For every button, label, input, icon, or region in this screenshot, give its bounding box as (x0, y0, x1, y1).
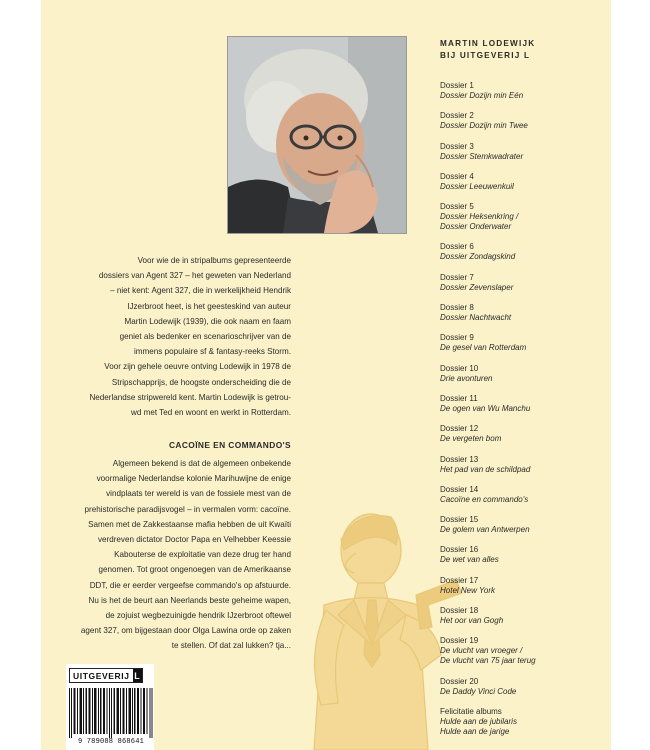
dossier-number: Dossier 14 (440, 484, 479, 494)
dossier-item (440, 273, 610, 293)
synopsis-line: DDT, die er eerder vergeefse commando's op afstuurde. (89, 580, 291, 590)
bio-line: – niet kent: Agent 327, die in werkelijkheid Hendrik (110, 286, 291, 296)
dossier-title: Dossier Stemkwadrater (440, 151, 524, 161)
synopsis-line: Algemeen bekend is dat de algemeen onbekende (112, 459, 291, 468)
dossier-title: De ogen van Wu Manchu (440, 403, 531, 413)
bio-line: IJzerbroot heet, is het geesteskind van auteur (127, 301, 291, 311)
dossier-item (440, 707, 610, 737)
dossier-number: Dossier 11 (440, 393, 478, 403)
dossier-item (440, 142, 610, 162)
publisher-logo-letter: L (134, 670, 140, 681)
dossier-title: Dossier Onderwater (440, 222, 512, 232)
dossier-item (440, 202, 610, 232)
synopsis-heading: CACOÏNE EN COMMANDO'S (168, 440, 291, 450)
dossier-title: Dossier Nachtwacht (440, 313, 512, 323)
synopsis-line: te stellen. Of dat zal lukken? tja... (171, 641, 291, 651)
bio-line: immens populaire sf & fantasy-reeks Storm. (134, 347, 291, 357)
dossier-title: Dossier Zevenslaper (440, 282, 514, 292)
dossier-item (440, 455, 610, 475)
dossier-title: De Daddy Vinci Code (440, 686, 517, 696)
synopsis-line: genomen. Tot groot ongenoegen van de Amerikaanse (98, 565, 291, 575)
dossier-item (440, 333, 610, 353)
dossier-item (440, 545, 610, 565)
dossier-title: De vergeten bom (440, 434, 502, 444)
dossier-title: Drie avonturen (440, 373, 493, 383)
dossier-title: Dossier Zondagskind (440, 252, 516, 262)
dossier-item (440, 242, 610, 262)
author-bio (73, 253, 291, 420)
bio-line: Voor wie de in stripalbums gepresenteerde (137, 256, 291, 265)
dossier-title: Hotel New York (440, 585, 495, 595)
bibliography-heading-line: BIJ UITGEVERIJ L (440, 51, 531, 60)
dossier-number: Dossier 3 (440, 141, 474, 151)
dossier-title: De gesel van Rotterdam (440, 343, 527, 353)
dossier-number: Dossier 20 (440, 676, 479, 686)
synopsis-line: verdreven dictator Doctor Papa en Velhebber Keessie (97, 535, 291, 545)
dossier-number: Dossier 1 (440, 81, 474, 90)
bio-line: dossiers van Agent 327 – het geweten van Nederland (98, 271, 291, 281)
dossier-item (440, 576, 610, 596)
dossier-item (440, 636, 610, 666)
synopsis-line: Samen met de Zakkestaanse mafia hebben de uit Kwaïti (88, 519, 291, 529)
dossier-number: Felicitatie albums (440, 706, 502, 716)
synopsis-line: agent 327, om bijgestaan door Olga Lawina orde op zaken (80, 626, 291, 636)
dossier-number: Dossier 19 (440, 636, 479, 646)
dossier-number: Dossier 6 (440, 242, 474, 252)
synopsis-line: de zojuist wegbezuinigde hendrik IJzerbroot oftewel (105, 611, 291, 621)
bibliography-list (440, 38, 610, 747)
synopsis-line: voormalige Nederlandse kolonie Marihuwijne de enige (96, 474, 291, 484)
synopsis-text (73, 456, 291, 654)
dossier-item (440, 111, 610, 131)
dossier-item (440, 172, 610, 192)
author-portrait-image (228, 37, 406, 233)
dossier-title: Het pad van de schildpad (440, 464, 531, 474)
dossier-title: Dossier Dozijn min Eén (440, 91, 524, 100)
back-cover (41, 0, 611, 750)
dossier-title: De vlucht van vroeger / (440, 646, 523, 656)
dossier-number: Dossier 16 (440, 545, 479, 555)
dossier-item (440, 303, 610, 323)
dossier-title: Hulde aan de jarige (440, 726, 510, 736)
bibliography-heading-line: MARTIN LODEWIJK (440, 39, 536, 48)
synopsis-line: Kabouterse de exploitatie van deze drug ter hand (114, 550, 291, 560)
barcode-icon (69, 688, 153, 738)
dossier-number: Dossier 9 (440, 333, 474, 343)
dossier-title: De golem van Antwerpen (440, 525, 530, 535)
dossier-number: Dossier 17 (440, 575, 479, 585)
bibliography-heading (440, 38, 610, 62)
dossier-number: Dossier 12 (440, 424, 479, 434)
dossier-title: Dossier Leeuwenkuil (440, 181, 514, 191)
dossier-title: De vlucht van 75 jaar terug (440, 656, 536, 666)
dossier-title: De wet van alles (440, 555, 499, 565)
dossier-item (440, 394, 610, 414)
bio-line: Nederlandse stripwereld kent. Martin Lodewijk is getrou- (89, 392, 291, 402)
dossier-title: Dossier Heksenkring / (440, 212, 519, 222)
publisher-logo (69, 668, 143, 683)
bio-line: wd met Ted en woont en werkt in Rotterdam. (130, 408, 291, 418)
synopsis-line: vindplaats ter wereld is van de fossiele mest van de (106, 489, 291, 499)
bio-line: Voor zijn gehele oeuvre ontving Lodewijk in 1978 de (104, 362, 291, 372)
dossier-title: Hulde aan de jubilaris (440, 716, 517, 726)
dossier-item (440, 364, 610, 384)
dossier-number: Dossier 5 (440, 202, 474, 212)
dossier-number: Dossier 4 (440, 171, 474, 181)
dossier-title: Dossier Dozijn min Twee (440, 121, 528, 131)
dossier-number: Dossier 18 (440, 606, 479, 616)
dossier-item (440, 81, 610, 101)
bio-line: Stripschapprijs, de hoogste onderscheiding die de (111, 377, 291, 387)
dossier-number: Dossier 2 (440, 111, 474, 121)
synopsis-line: prehistorische paradijsvogel – in vermalen vorm: cacoïne. (84, 504, 291, 514)
bio-line: geniet als bedenker en scenarioschrijver van de (119, 332, 291, 342)
dossier-item (440, 485, 610, 505)
dossier-number: Dossier 13 (440, 454, 479, 464)
dossier-title: Cacoïne en commando's (440, 494, 529, 504)
publisher-logo-text: UITGEVERIJ (73, 670, 130, 681)
isbn-number: 9 789088 868641 (77, 738, 144, 746)
dossier-item (440, 606, 610, 626)
dossier-number: Dossier 10 (440, 363, 479, 373)
dossier-item (440, 515, 610, 535)
dossier-item (440, 424, 610, 444)
dossier-title: Het oor van Gogh (440, 616, 504, 626)
synopsis-line: Nu is het de beurt aan Neerlands beste geheime wapen, (88, 595, 291, 605)
bio-line: Martin Lodewijk (1939), die ook naam en faam (124, 316, 291, 326)
dossier-number: Dossier 8 (440, 303, 474, 313)
author-photo (227, 36, 407, 234)
dossier-item (440, 677, 610, 697)
dossier-number: Dossier 15 (440, 515, 479, 525)
dossier-list (440, 81, 610, 737)
dossier-number: Dossier 7 (440, 272, 474, 282)
